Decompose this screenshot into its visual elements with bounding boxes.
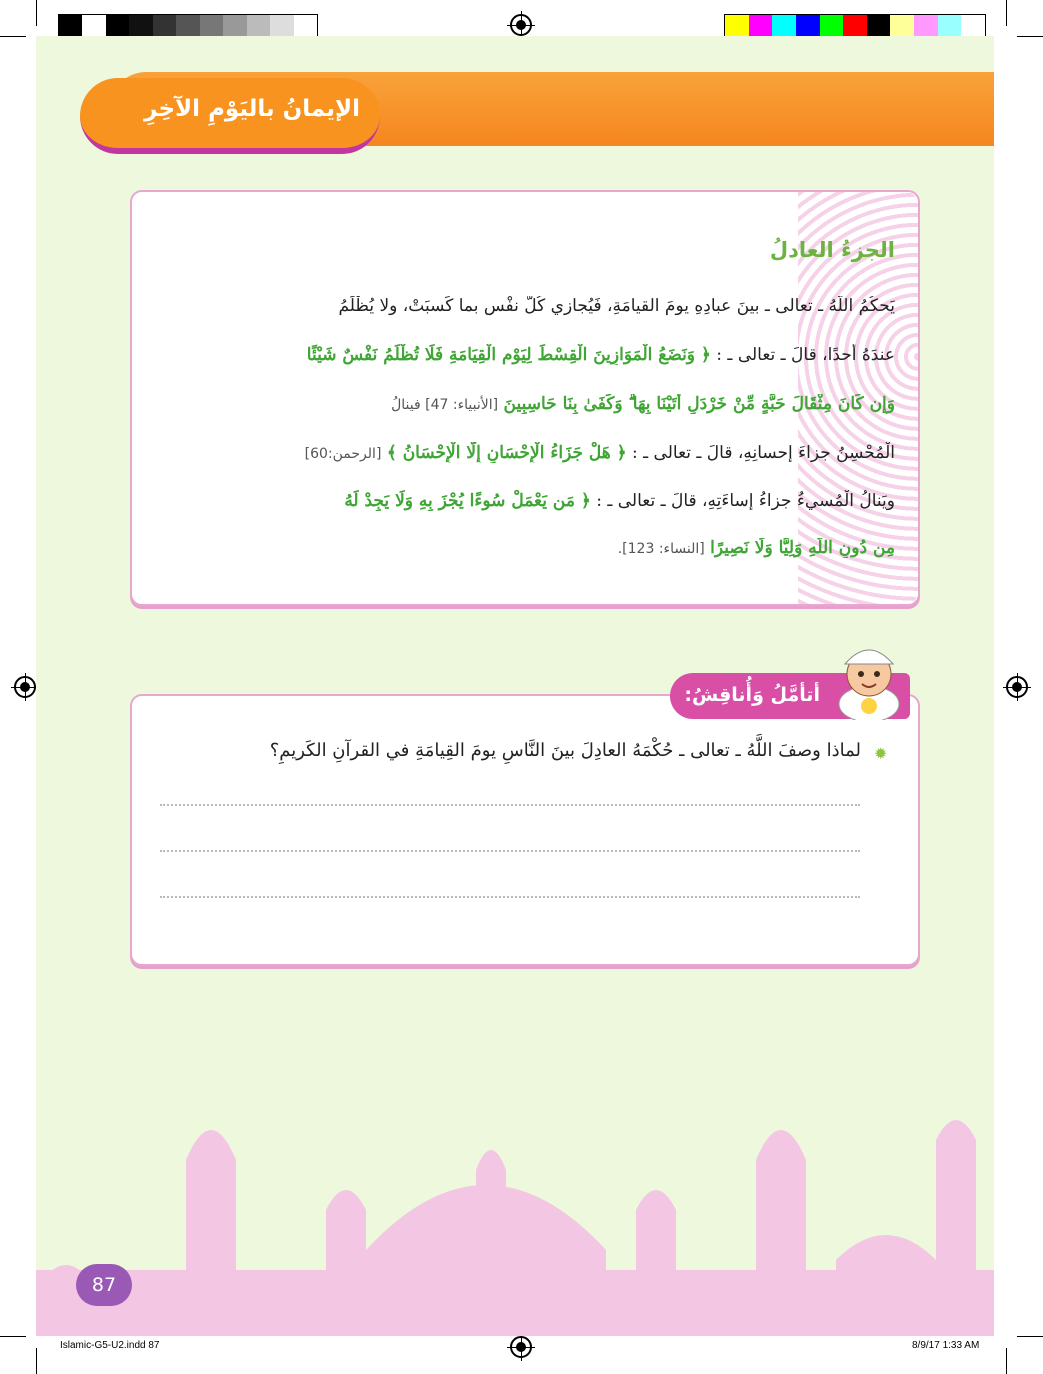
page-number: 87 xyxy=(76,1264,132,1306)
crop-mark xyxy=(1006,1348,1007,1374)
crop-mark xyxy=(36,1348,37,1374)
body-line-2: عندَهُ أحدًا، قالَ ـ تعالى ـ : ﴿ وَنَضَعُ الْمَوَازِينَ الْقِسْطَ لِيَوْمِ الْقِيَامَةِ فَلَا تُظْلَمُ نَفْسٌ شَيْئًا xyxy=(306,345,895,365)
quran-verse: ﴿ وَنَضَعُ الْمَوَازِينَ الْقِسْطَ لِيَوْمِ الْقِيَامَةِ فَلَا تُظْلَمُ نَفْسٌ شَيْئًا xyxy=(306,345,711,365)
registration-mark-top xyxy=(510,14,532,36)
answer-line[interactable] xyxy=(160,804,860,806)
discussion-card xyxy=(130,694,920,966)
registration-mark-bottom xyxy=(510,1336,532,1358)
crop-mark xyxy=(0,1336,26,1337)
crop-mark xyxy=(1017,1336,1043,1337)
answer-line[interactable] xyxy=(160,896,860,898)
verse-reference: [الأنبياء: 47] فينالُ xyxy=(391,397,499,413)
crop-mark xyxy=(36,0,37,26)
quran-verse: مِن دُونِ اللَّهِ وَلِيًّا وَلَا نَصِيرًا xyxy=(710,538,895,558)
quran-verse: وَإِن كَانَ مِثْقَالَ حَبَّةٍ مِّنْ خَرْدَلٍ أَتَيْنَا بِهَا ۗ وَكَفَىٰ بِنَا حَاسِبِينَ xyxy=(503,394,895,414)
bullet-icon: ✹ xyxy=(874,744,888,763)
color-bar xyxy=(724,14,986,38)
quran-verse: ﴿ هَلْ جَزَاءُ الْإِحْسَانِ إِلَّا الْإِحْسَانُ ﴾ xyxy=(386,443,627,463)
verse-reference: [النساء: 123]. xyxy=(617,541,705,557)
section-title: الجزءُ العادلُ xyxy=(769,238,895,262)
answer-line[interactable] xyxy=(160,850,860,852)
grayscale-bar xyxy=(58,14,318,38)
body-line-6 xyxy=(255,538,895,558)
crop-mark xyxy=(1006,0,1007,26)
page-title: الإيمانُ باليَوْمِ الآخِرِ xyxy=(144,96,360,122)
crop-mark xyxy=(1017,36,1043,37)
body-line-4: الْمُحْسِنُ جزاءَ إحسانِهِ، قالَ ـ تعالى ـ : ﴿ هَلْ جَزَاءُ الْإِحْسَانِ إِلَّا الْإِحْسَانُ ﴾ [الرحمن:60] xyxy=(304,443,895,463)
body-line-1: يَحكُمُ اللَّهُ ـ تعالى ـ بينَ عبادِهِ يومَ القيامَةِ، فَيُجازي كُلَّ نفْسٍ بما كَسبَتْ، ولا يُظْلَمُ xyxy=(338,296,895,316)
registration-mark-left xyxy=(14,676,36,698)
discussion-badge-label: أتأمَّلُ وَأُناقِشُ: xyxy=(684,684,820,706)
footer-file: Islamic-G5-U2.indd 87 xyxy=(60,1340,160,1351)
mosque-skyline xyxy=(36,1100,994,1336)
quran-verse: ﴿ مَن يَعْمَلْ سُوءًا يُجْزَ بِهِ وَلَا يَجِدْ لَهُ xyxy=(344,491,591,511)
registration-mark-right xyxy=(1006,676,1028,698)
crop-mark xyxy=(0,36,26,37)
verse-reference: [الرحمن:60] xyxy=(304,446,382,462)
body-line-5: ويَنالُ الْمُسيءُ جزاءُ إساءَتِهِ، قالَ ـ تعالى ـ : ﴿ مَن يَعْمَلْ سُوءًا يُجْزَ بِهِ وَلَا يَجِدْ لَهُ xyxy=(344,491,895,511)
student-avatar xyxy=(832,634,906,720)
body-line-3 xyxy=(255,394,895,414)
footer-date: 8/9/17 1:33 AM xyxy=(912,1340,980,1351)
discussion-question: لماذا وصفَ اللَّهُ ـ تعالى ـ حُكْمَهُ العادِلَ بينَ النَّاسِ يومَ القِيامَةِ في القرآنِ الكَريمِ؟ xyxy=(269,740,861,761)
